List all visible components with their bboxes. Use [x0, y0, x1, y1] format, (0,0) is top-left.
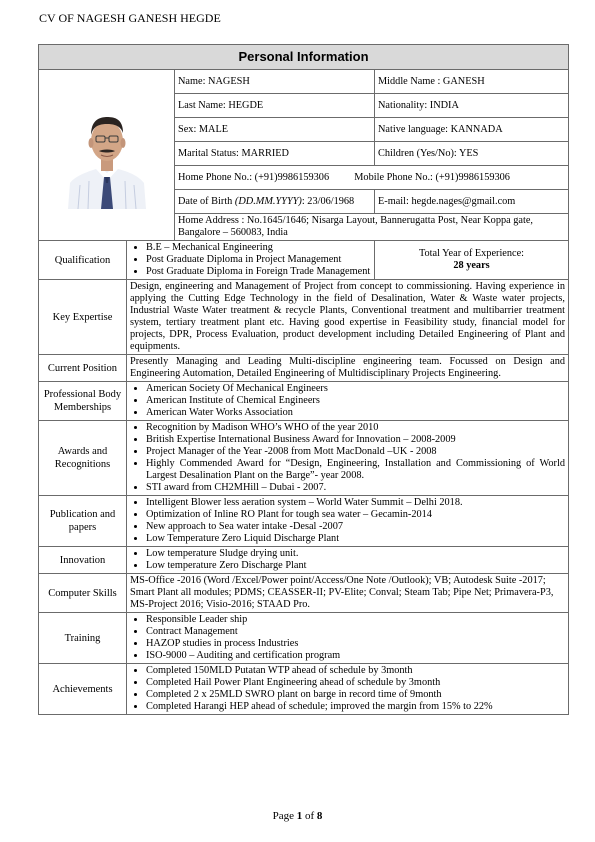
list-item: • Completed 150MLD Putatan WTP ahead of schedule by 3month: [146, 665, 565, 677]
dob-value: : 23/06/1968: [301, 195, 355, 207]
experience-value: 28 years: [453, 260, 490, 271]
list-item: • Low temperature Zero Discharge Plant: [146, 560, 565, 572]
list-item: • Completed 2 x 25MLD SWRO plant on barge in record time of 9month: [146, 689, 565, 701]
publication-list: [130, 497, 565, 545]
page-of-word: of: [302, 810, 317, 822]
mobile-phone-field: Mobile Phone No.: (+91)9986159306: [354, 171, 510, 183]
cv-table: [38, 44, 569, 715]
qualification-label: Qualification: [39, 241, 127, 280]
nationality-field: Nationality: INDIA: [375, 94, 569, 118]
memberships-label: Professional Body Memberships: [39, 382, 127, 421]
page-word: Page: [272, 810, 297, 822]
computer-skills-label: Computer Skills: [39, 574, 127, 613]
awards-list: [130, 422, 565, 494]
awards-content: [127, 421, 569, 496]
qualification-content: [127, 241, 375, 280]
list-item: • Low Temperature Zero Liquid Discharge Plant: [146, 533, 565, 545]
home-phone-field: Home Phone No.: (+91)9986159306: [178, 171, 330, 183]
innovation-list: [130, 548, 565, 572]
list-item: • Project Manager of the Year -2008 from Mott MacDonald –UK - 2008: [146, 446, 565, 458]
email-field: E-mail: hegde.nages@gmail.com: [375, 190, 569, 214]
current-position-text: Presently Managing and Leading Multi-discipline engineering team. Focussed on Design and Engineering Automation, Detailed Engineering of Multidisciplinary Projects Engineering.: [127, 355, 569, 382]
list-item: • Contract Management: [146, 626, 565, 638]
dob-label: Date of Birth: [178, 195, 235, 207]
native-language-field: Native language: KANNADA: [375, 118, 569, 142]
list-item: • Optimization of Inline RO Plant for tough sea water – Gecamin-2014: [146, 509, 565, 521]
qualification-list: [130, 242, 371, 278]
dob-field: [175, 190, 375, 214]
list-item: • Completed Hail Power Plant Engineering ahead of schedule by 3month: [146, 677, 565, 689]
dob-format: (DD.MM.YYYY): [234, 195, 302, 207]
page-footer: [0, 810, 595, 822]
list-item: • Low temperature Sludge drying unit.: [146, 548, 565, 560]
achievements-label: Achievements: [39, 664, 127, 715]
photo-cell: [39, 70, 175, 241]
key-expertise-label: Key Expertise: [39, 280, 127, 355]
list-item: • Recognition by Madison WHO’s WHO of the year 2010: [146, 422, 565, 434]
innovation-content: [127, 547, 569, 574]
section-title-personal: Personal Information: [39, 45, 569, 70]
marital-status-field: Marital Status: MARRIED: [175, 142, 375, 166]
profile-photo: [66, 97, 148, 209]
experience-cell: [375, 241, 569, 280]
publication-label: Publication and papers: [39, 496, 127, 547]
list-item: • New approach to Sea water intake -Desal -2007: [146, 521, 565, 533]
achievements-content: [127, 664, 569, 715]
list-item: • Post Graduate Diploma in Foreign Trade Management: [146, 266, 371, 278]
current-position-label: Current Position: [39, 355, 127, 382]
memberships-list: [130, 383, 565, 419]
page-header-title: CV OF NAGESH GANESH HEGDE: [39, 11, 221, 25]
address-field: Home Address : No.1645/1646; Nisarga Layout, Bannerugatta Post, Near Koppa gate, Bangalore – 560083, India: [175, 214, 569, 241]
computer-skills-text: MS-Office -2016 (Word /Excel/Power point/Access/One Note /Outlook); VB; Autodesk Suite -2017; Smart Plant all modules; PDMS; CEASSER-II; PV-Elite; Conval; Steam Tab; Pipe Net; Primavera-P3, MS-Project 2016; Visio-2016; STAAD Pro.: [127, 574, 569, 613]
publication-content: [127, 496, 569, 547]
list-item: • American Water Works Association: [146, 407, 565, 419]
sex-field: Sex: MALE: [175, 118, 375, 142]
innovation-label: Innovation: [39, 547, 127, 574]
memberships-content: [127, 382, 569, 421]
list-item: • Post Graduate Diploma in Project Management: [146, 254, 371, 266]
list-item: • Responsible Leader ship: [146, 614, 565, 626]
last-name-field: Last Name: HEGDE: [175, 94, 375, 118]
page-total: 8: [316, 810, 323, 822]
phone-row: [175, 166, 569, 190]
middle-name-field: Middle Name : GANESH: [375, 70, 569, 94]
training-list: [130, 614, 565, 662]
list-item: • STI award from CH2MHill – Dubai - 2007.: [146, 482, 565, 494]
training-label: Training: [39, 613, 127, 664]
achievements-list: [130, 665, 565, 713]
experience-label: Total Year of Experience:: [418, 248, 525, 259]
list-item: • American Society Of Mechanical Engineers: [146, 383, 565, 395]
list-item: • B.E – Mechanical Engineering: [146, 242, 371, 254]
list-item: • American Institute of Chemical Engineers: [146, 395, 565, 407]
list-item: • Intelligent Blower less aeration system – World Water Summit – Delhi 2018.: [146, 497, 565, 509]
key-expertise-text: Design, engineering and Management of Project from concept to commissioning. Having experience in applying the Cutting Edge Technology in the field of Desalination, Water & Waste water projects, Industrial Waste Water treatment & recycle Plants, Conventional treatment and multibarrier treatment system, tertiary treatment plant etc. Having good expertise in Feasibility study, financial model for projects, DPR, Process Evaluation, product development including Detailed Engineering of Plant and equipments.: [127, 280, 569, 355]
page-current: 1: [296, 810, 303, 822]
list-item: • ISO-9000 – Auditing and certification program: [146, 650, 565, 662]
name-field: Name: NAGESH: [175, 70, 375, 94]
list-item: • Highly Commended Award for “Design, Engineering, Installation and Commissioning of World Largest Desalination Plant on the Barge”- year 2008.: [146, 458, 565, 482]
awards-label: Awards and Recognitions: [39, 421, 127, 496]
list-item: • HAZOP studies in process Industries: [146, 638, 565, 650]
list-item: • British Expertise International Business Award for Innovation – 2008-2009: [146, 434, 565, 446]
list-item: • Completed Harangi HEP ahead of schedule; improved the margin from 15% to 22%: [146, 701, 565, 713]
training-content: [127, 613, 569, 664]
children-field: Children (Yes/No): YES: [375, 142, 569, 166]
